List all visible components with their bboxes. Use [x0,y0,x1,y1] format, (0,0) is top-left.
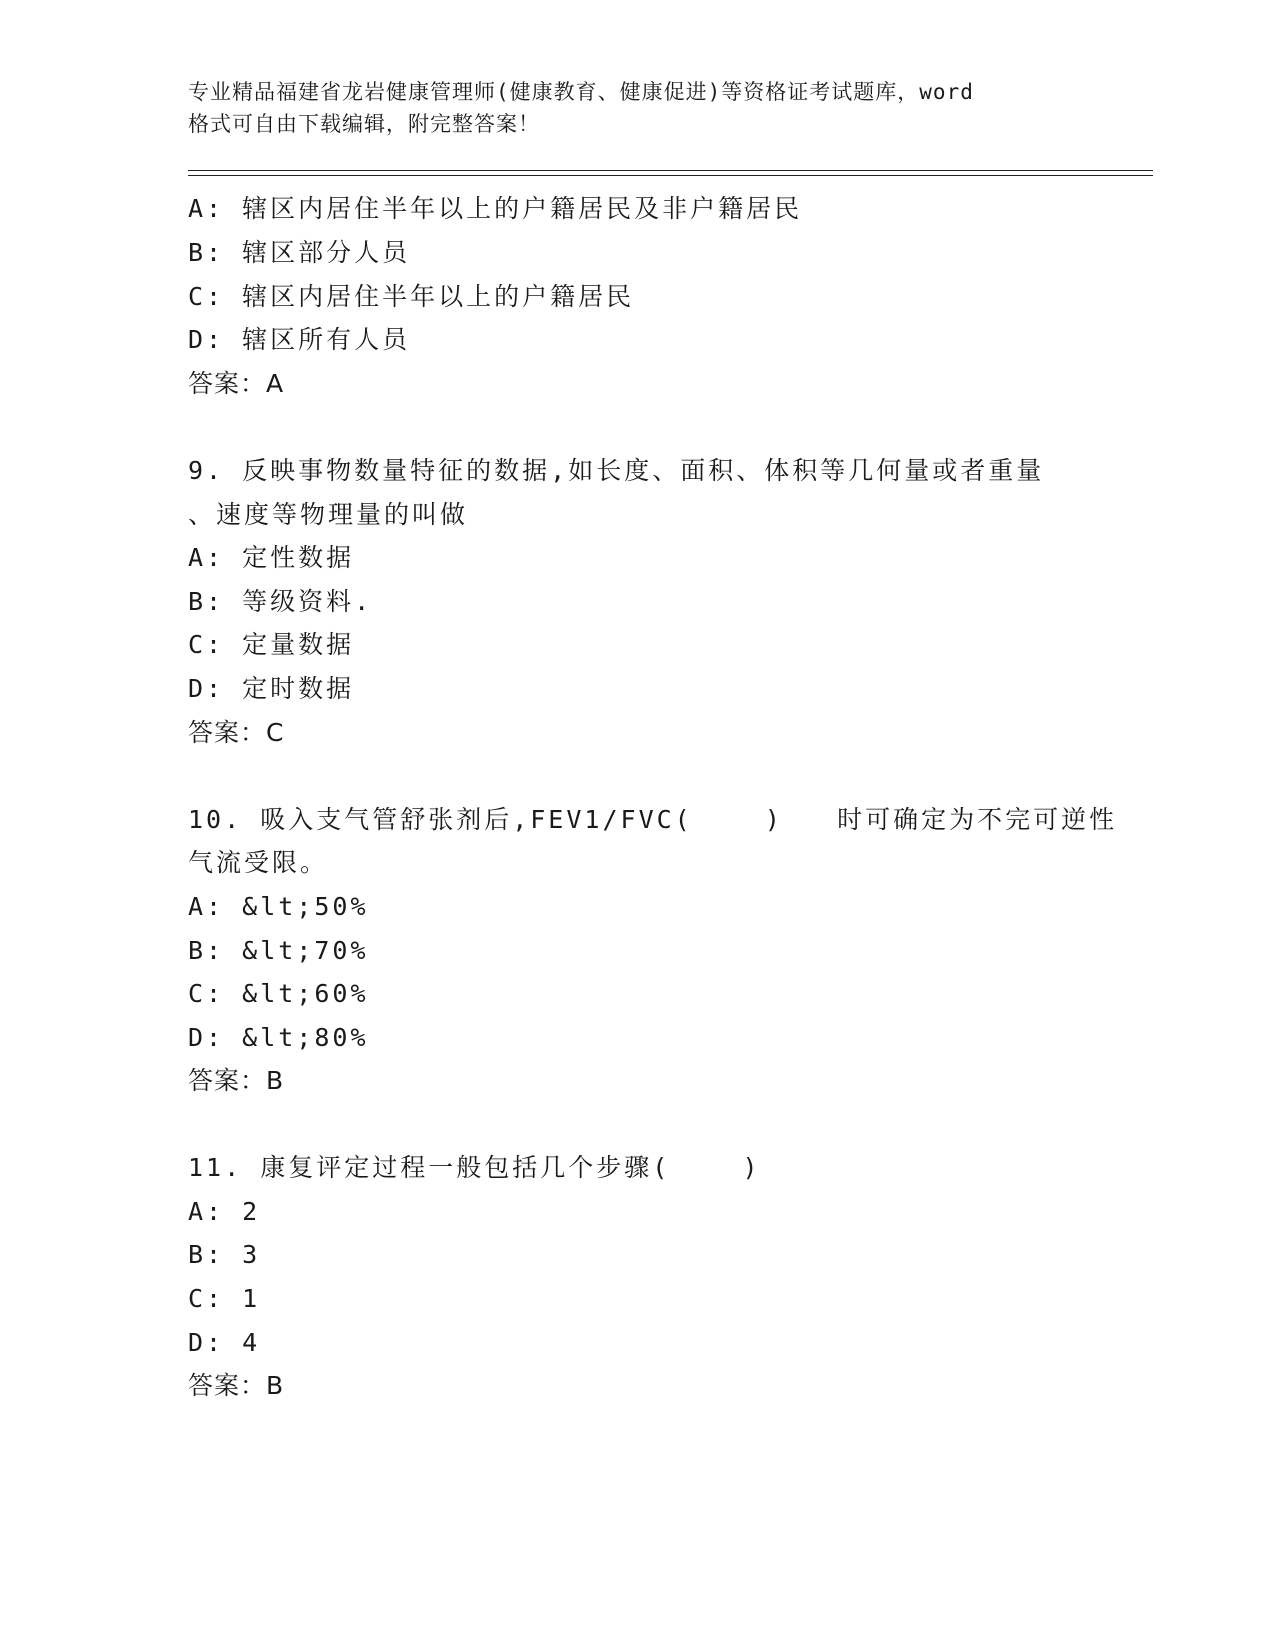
q8-answer: 答案：A [188,369,285,398]
q10-option-a: A: &lt;50% [188,892,369,921]
q11-option-d: D: 4 [188,1328,261,1357]
q10-option-c: C: &lt;60% [188,979,369,1008]
document-header [188,76,1088,140]
q11-option-a: A: 2 [188,1197,261,1226]
q9-stem-line-2: 、速度等物理量的叫做 [188,500,469,529]
q10-option-b: B: &lt;70% [188,936,369,965]
header-line-1: 专业精品福建省龙岩健康管理师(健康教育、健康促进)等资格证考试题库，word [188,80,974,104]
q11-stem-line-1: 11. 康复评定过程一般包括几个步骤( ) [188,1153,761,1182]
q10-stem-line-1: 10. 吸入支气管舒张剂后,FEV1/FVC( ) 时可确定为不完可逆性 [188,805,1118,834]
q8-option-a: A: 辖区内居住半年以上的户籍居民及非户籍居民 [188,194,803,223]
q8-option-d: D: 辖区所有人员 [188,325,411,354]
q9-option-b: B: 等级资料. [188,587,373,616]
q9-stem-line-1: 9. 反映事物数量特征的数据,如长度、面积、体积等几何量或者重量 [188,456,1045,485]
q11-option-c: C: 1 [188,1284,261,1313]
q11-option-b: B: 3 [188,1240,261,1269]
q11-answer: 答案：B [188,1371,285,1400]
q8-option-b: B: 辖区部分人员 [188,238,411,267]
q10-option-d: D: &lt;80% [188,1023,369,1052]
header-line-2: 格式可自由下载编辑，附完整答案！ [188,112,540,136]
header-rule-top [188,170,1153,171]
q9-answer: 答案：C [188,718,285,747]
q8-option-c: C: 辖区内居住半年以上的户籍居民 [188,282,635,311]
header-rule-bottom [188,175,1153,176]
q9-option-d: D: 定时数据 [188,674,355,703]
q9-option-a: A: 定性数据 [188,543,355,572]
q9-option-c: C: 定量数据 [188,630,355,659]
q10-answer: 答案：B [188,1066,285,1095]
q10-stem-line-2: 气流受限。 [188,848,329,877]
